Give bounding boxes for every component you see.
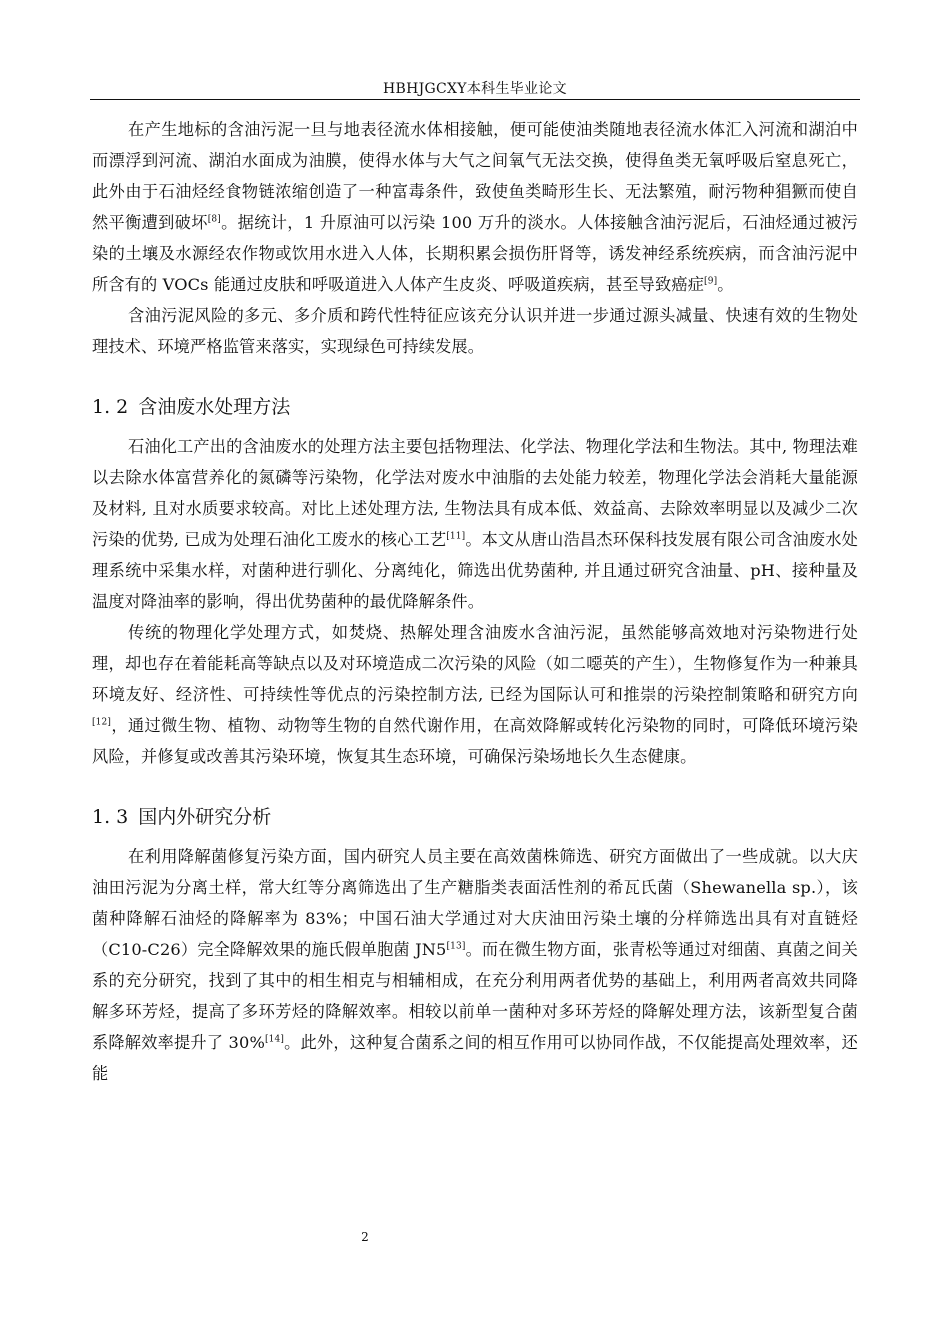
running-header: HBHJGCXY本科生毕业论文 [383,81,567,97]
paragraph-text: 含油污泥风险的多元、多介质和跨代性特征应该充分认识并进一步通过源头减量、快速有效的生物处理技术、环境严格监管来落实，实现绿色可持续发展。 [92,306,858,356]
section-1-3-paragraphs [92,841,858,1089]
paragraph [92,841,858,1089]
citation-marker: [8] [207,214,221,225]
paragraph [92,617,858,772]
body-text [92,114,858,1089]
citation-marker: [13] [446,941,466,952]
paragraph [92,300,858,362]
citation-marker: [9] [704,276,718,287]
paragraph-text: 在产生地标的含油污泥一旦与地表径流水体相接触，便可能使油类随地表径流水体汇入河流和湖泊中而漂浮到河流、湖泊水面成为油膜，使得水体与大气之间氧气无法交换，使得鱼类无氧呼吸后窒息死亡，此外由于石油烃经食物链浓缩创造了一种富毒条件，致使鱼类畸形生长、无法繁殖，耐污物种猖獗而使自然平衡遭到破坏 [92,120,858,232]
section-heading-1-2 [92,392,858,423]
paragraph [92,114,858,300]
header-rule [90,99,860,100]
section-title: 含油废水处理方法 [138,396,291,418]
paragraph-text: ，通过微生物、植物、动物等生物的自然代谢作用，在高效降解或转化污染物的同时，可降低环境污染风险，并修复或改善其污染环境，恢复其生态环境，可确保污染场地长久生态健康。 [92,716,858,766]
paragraph-text: 。本文从唐山浩昌杰环保科技发展有限公司含油废水处理系统中采集水样，对菌种进行驯化、分离纯化，筛选出优势菌种, 并且通过研究含油量、pH、接种量及温度对降油率的影响，得出优势菌种的最优降解条件。 [92,530,858,611]
paragraph-text: 。此外，这种复合菌系之间的相互作用可以协同作战，不仅能提高处理效率，还能 [92,1033,858,1083]
paragraph-text: 传统的物理化学处理方式，如焚烧、热解处理含油废水含油污泥，虽然能够高效地对污染物进行处理，却也存在着能耗高等缺点以及对环境造成二次污染的风险（如二噁英的产生），生物修复作为一种兼具环境友好、经济性、可持续性等优点的污染控制方法, 已经为国际认可和推崇的污染控制策略和研究方向 [92,623,858,704]
section-title: 国内外研究分析 [138,806,272,828]
citation-marker: [12] [92,717,112,728]
intro-paragraphs [92,114,858,362]
paragraph-text: 。而在微生物方面，张青松等通过对细菌、真菌之间关系的充分研究，找到了其中的相生相克与相辅相成，在充分利用两者优势的基础上，利用两者高效共同降解多环芳烃，提高了多环芳烃的降解效率。相较以前单一菌种对多环芳烃的降解处理方法，该新型复合菌系降解效率提升了 30% [92,940,858,1052]
paragraph-text: 。据统计，1 升原油可以污染 100 万升的淡水。人体接触含油污泥后，石油烃通过被污染的土壤及水源经农作物或饮用水进入人体，长期积累会损伤肝肾等，诱发神经系统疾病，而含油污泥中所含有的 VOCs 能通过皮肤和呼吸道进入人体产生皮炎、呼吸道疾病，甚至导致癌症 [92,213,858,294]
citation-marker: [14] [264,1034,285,1045]
paragraph-text: 。 [717,275,734,294]
paragraph-text: 石油化工产出的含油废水的处理方法主要包括物理法、化学法、物理化学法和生物法。其中, 物理法难以去除水体富营养化的氮磷等污染物，化学法对废水中油脂的去处能力较差，物理化学法会消耗大量能源及材料, 且对水质要求较高。对比上述处理方法, 生物法具有成本低、效益高、去除效率明显以及减少二次污染的优势, 已成为处理石油化工废水的核心工艺 [92,437,858,549]
section-1-2-paragraphs [92,431,858,772]
section-heading-1-3 [92,802,858,833]
section-number: 1. 3 [92,806,129,828]
paragraph-text: 在利用降解菌修复污染方面，国内研究人员主要在高效菌株筛选、研究方面做出了一些成就。以大庆油田污泥为分离土样，常大红等分离筛选出了生产糖脂类表面活性剂的希瓦氏菌（Shewanella sp.），该菌种降解石油烃的降解率为 83%；中国石油大学通过对大庆油田污染土壤的分样筛选出具有对直链烃（C10-C26）完全降解效果的施氏假单胞菌 JN5 [92,847,858,959]
paragraph [92,431,858,617]
section-number: 1. 2 [92,396,129,418]
page-number: 2 [361,1230,369,1244]
citation-marker: [11] [446,531,466,542]
